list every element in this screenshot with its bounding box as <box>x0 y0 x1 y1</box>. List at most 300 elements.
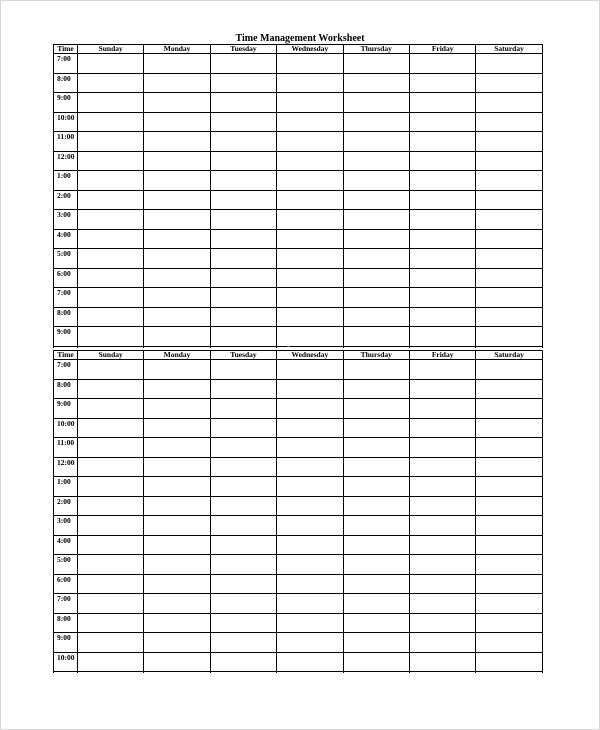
schedule-cell-saturday[interactable] <box>476 151 542 171</box>
schedule-cell-sunday[interactable] <box>78 418 144 438</box>
schedule-cell-wednesday[interactable] <box>277 516 343 536</box>
schedule-cell-monday[interactable] <box>144 93 210 113</box>
schedule-cell-tuesday[interactable] <box>210 132 276 152</box>
schedule-cell-thursday[interactable] <box>343 613 409 633</box>
schedule-cell-monday[interactable] <box>144 360 210 380</box>
schedule-cell-monday[interactable] <box>144 633 210 653</box>
schedule-cell-tuesday[interactable] <box>210 229 276 249</box>
cutoff-row <box>54 672 543 674</box>
schedule-cell-thursday[interactable] <box>343 268 409 288</box>
schedule-cell-sunday[interactable] <box>78 496 144 516</box>
schedule-cell-tuesday[interactable] <box>210 249 276 269</box>
time-row <box>54 229 543 249</box>
schedule-cell-monday[interactable] <box>144 496 210 516</box>
schedule-cell-sunday[interactable] <box>78 555 144 575</box>
schedule-cell-thursday[interactable] <box>343 171 409 191</box>
schedule-cell-saturday[interactable] <box>476 190 542 210</box>
time-row <box>54 93 543 113</box>
schedule-cell-monday[interactable] <box>144 190 210 210</box>
schedule-cell-friday[interactable] <box>409 633 475 653</box>
time-label: 12:00 <box>54 151 78 171</box>
schedule-cell-sunday[interactable] <box>78 112 144 132</box>
schedule-cell-tuesday[interactable] <box>210 535 276 555</box>
time-row <box>54 73 543 93</box>
cutoff-cell <box>78 672 144 674</box>
schedule-cell-friday[interactable] <box>409 477 475 497</box>
schedule-cell-sunday[interactable] <box>78 477 144 497</box>
schedule-cell-wednesday[interactable] <box>277 379 343 399</box>
schedule-cell-sunday[interactable] <box>78 249 144 269</box>
schedule-cell-thursday[interactable] <box>343 190 409 210</box>
schedule-cell-thursday[interactable] <box>343 360 409 380</box>
column-header-monday: Monday <box>144 351 210 360</box>
schedule-cell-monday[interactable] <box>144 652 210 672</box>
time-row <box>54 171 543 191</box>
column-header-wednesday: Wednesday <box>277 45 343 54</box>
schedule-cell-saturday[interactable] <box>476 132 542 152</box>
schedule-cell-monday[interactable] <box>144 399 210 419</box>
time-label: 1:00 <box>54 477 78 497</box>
schedule-cell-monday[interactable] <box>144 516 210 536</box>
schedule-cell-tuesday[interactable] <box>210 210 276 230</box>
schedule-cell-wednesday[interactable] <box>277 190 343 210</box>
schedule-cell-thursday[interactable] <box>343 210 409 230</box>
schedule-cell-thursday[interactable] <box>343 477 409 497</box>
time-row <box>54 151 543 171</box>
time-row <box>54 288 543 308</box>
schedule-cell-saturday[interactable] <box>476 360 542 380</box>
column-header-tuesday: Tuesday <box>210 45 276 54</box>
schedule-cell-saturday[interactable] <box>476 613 542 633</box>
schedule-cell-sunday[interactable] <box>78 399 144 419</box>
schedule-cell-friday[interactable] <box>409 190 475 210</box>
schedule-cell-sunday[interactable] <box>78 288 144 308</box>
schedule-cell-friday[interactable] <box>409 327 475 347</box>
schedule-cell-tuesday[interactable] <box>210 457 276 477</box>
schedule-cell-thursday[interactable] <box>343 633 409 653</box>
schedule-cell-wednesday[interactable] <box>277 93 343 113</box>
schedule-cell-friday[interactable] <box>409 73 475 93</box>
cutoff-cell <box>409 346 475 348</box>
schedule-cell-sunday[interactable] <box>78 360 144 380</box>
cutoff-cell <box>54 346 78 348</box>
schedule-cell-friday[interactable] <box>409 516 475 536</box>
schedule-cell-saturday[interactable] <box>476 535 542 555</box>
schedule-cell-monday[interactable] <box>144 132 210 152</box>
schedule-cell-wednesday[interactable] <box>277 360 343 380</box>
schedule-cell-sunday[interactable] <box>78 574 144 594</box>
cutoff-cell <box>144 346 210 348</box>
time-label: 5:00 <box>54 555 78 575</box>
schedule-cell-monday[interactable] <box>144 249 210 269</box>
schedule-cell-sunday[interactable] <box>78 132 144 152</box>
schedule-cell-monday[interactable] <box>144 438 210 458</box>
schedule-cell-sunday[interactable] <box>78 379 144 399</box>
time-row <box>54 190 543 210</box>
schedule-cell-sunday[interactable] <box>78 171 144 191</box>
time-label: 7:00 <box>54 54 78 74</box>
schedule-cell-monday[interactable] <box>144 594 210 614</box>
schedule-cell-thursday[interactable] <box>343 379 409 399</box>
schedule-cell-monday[interactable] <box>144 418 210 438</box>
time-row <box>54 132 543 152</box>
schedule-cell-monday[interactable] <box>144 555 210 575</box>
schedule-cell-wednesday[interactable] <box>277 327 343 347</box>
schedule-cell-wednesday[interactable] <box>277 633 343 653</box>
column-header-saturday: Saturday <box>476 351 542 360</box>
schedule-cell-monday[interactable] <box>144 54 210 74</box>
schedule-cell-friday[interactable] <box>409 379 475 399</box>
schedule-cell-monday[interactable] <box>144 379 210 399</box>
schedule-cell-friday[interactable] <box>409 613 475 633</box>
schedule-cell-saturday[interactable] <box>476 574 542 594</box>
time-row <box>54 574 543 594</box>
schedule-cell-monday[interactable] <box>144 268 210 288</box>
schedule-cell-wednesday[interactable] <box>277 457 343 477</box>
schedule-cell-wednesday[interactable] <box>277 477 343 497</box>
schedule-cell-thursday[interactable] <box>343 457 409 477</box>
time-label: 7:00 <box>54 360 78 380</box>
schedule-cell-tuesday[interactable] <box>210 268 276 288</box>
schedule-cell-sunday[interactable] <box>78 73 144 93</box>
time-row <box>54 307 543 327</box>
schedule-cell-monday[interactable] <box>144 171 210 191</box>
schedule-cell-wednesday[interactable] <box>277 229 343 249</box>
schedule-cell-sunday[interactable] <box>78 229 144 249</box>
column-header-thursday: Thursday <box>343 45 409 54</box>
cutoff-cell <box>343 672 409 674</box>
cutoff-cell <box>78 346 144 348</box>
schedule-cell-monday[interactable] <box>144 457 210 477</box>
schedule-cell-tuesday[interactable] <box>210 613 276 633</box>
schedule-cell-monday[interactable] <box>144 288 210 308</box>
schedule-cell-thursday[interactable] <box>343 93 409 113</box>
schedule-cell-friday[interactable] <box>409 171 475 191</box>
schedule-cell-thursday[interactable] <box>343 438 409 458</box>
schedule-cell-tuesday[interactable] <box>210 307 276 327</box>
schedule-cell-tuesday[interactable] <box>210 93 276 113</box>
column-header-monday: Monday <box>144 45 210 54</box>
time-row <box>54 555 543 575</box>
time-row <box>54 112 543 132</box>
time-row <box>54 249 543 269</box>
schedule-cell-friday[interactable] <box>409 574 475 594</box>
cutoff-cell <box>343 346 409 348</box>
weekly-schedule-table-1 <box>53 44 543 348</box>
time-row <box>54 268 543 288</box>
schedule-cell-friday[interactable] <box>409 535 475 555</box>
column-header-saturday: Saturday <box>476 45 542 54</box>
schedule-cell-monday[interactable] <box>144 73 210 93</box>
schedule-cell-saturday[interactable] <box>476 496 542 516</box>
schedule-cell-friday[interactable] <box>409 418 475 438</box>
column-header-sunday: Sunday <box>78 45 144 54</box>
schedule-cell-sunday[interactable] <box>78 633 144 653</box>
time-label: 8:00 <box>54 379 78 399</box>
time-label: 6:00 <box>54 268 78 288</box>
time-row <box>54 418 543 438</box>
schedule-cell-tuesday[interactable] <box>210 171 276 191</box>
schedule-cell-tuesday[interactable] <box>210 496 276 516</box>
header-row <box>54 351 543 360</box>
schedule-cell-friday[interactable] <box>409 151 475 171</box>
cutoff-cell <box>210 346 276 348</box>
time-label: 2:00 <box>54 496 78 516</box>
schedule-cell-wednesday[interactable] <box>277 535 343 555</box>
time-label: 9:00 <box>54 93 78 113</box>
schedule-cell-saturday[interactable] <box>476 307 542 327</box>
schedule-cell-tuesday[interactable] <box>210 418 276 438</box>
schedule-cell-monday[interactable] <box>144 613 210 633</box>
time-row <box>54 399 543 419</box>
schedule-cell-saturday[interactable] <box>476 418 542 438</box>
schedule-cell-saturday[interactable] <box>476 477 542 497</box>
time-row <box>54 379 543 399</box>
schedule-cell-sunday[interactable] <box>78 210 144 230</box>
schedule-cell-tuesday[interactable] <box>210 190 276 210</box>
schedule-cell-monday[interactable] <box>144 574 210 594</box>
schedule-cell-tuesday[interactable] <box>210 112 276 132</box>
schedule-cell-saturday[interactable] <box>476 54 542 74</box>
worksheet-title: Time Management Worksheet <box>235 33 365 44</box>
schedule-cell-thursday[interactable] <box>343 54 409 74</box>
schedule-cell-sunday[interactable] <box>78 613 144 633</box>
schedule-cell-wednesday[interactable] <box>277 399 343 419</box>
schedule-cell-monday[interactable] <box>144 535 210 555</box>
time-row <box>54 613 543 633</box>
schedule-cell-tuesday[interactable] <box>210 438 276 458</box>
time-label: 8:00 <box>54 307 78 327</box>
schedule-cell-sunday[interactable] <box>78 327 144 347</box>
schedule-cell-tuesday[interactable] <box>210 633 276 653</box>
schedule-cell-friday[interactable] <box>409 457 475 477</box>
schedule-cell-tuesday[interactable] <box>210 555 276 575</box>
schedule-cell-thursday[interactable] <box>343 249 409 269</box>
schedule-cell-friday[interactable] <box>409 438 475 458</box>
time-label: 8:00 <box>54 73 78 93</box>
schedule-cell-tuesday[interactable] <box>210 73 276 93</box>
schedule-cell-sunday[interactable] <box>78 652 144 672</box>
schedule-cell-friday[interactable] <box>409 496 475 516</box>
schedule-cell-thursday[interactable] <box>343 574 409 594</box>
cutoff-cell <box>277 672 343 674</box>
schedule-cell-friday[interactable] <box>409 112 475 132</box>
schedule-cell-sunday[interactable] <box>78 93 144 113</box>
schedule-cell-thursday[interactable] <box>343 288 409 308</box>
time-label: 7:00 <box>54 594 78 614</box>
time-label: 6:00 <box>54 574 78 594</box>
header-row <box>54 45 543 54</box>
schedule-cell-thursday[interactable] <box>343 151 409 171</box>
schedule-cell-saturday[interactable] <box>476 457 542 477</box>
time-label: 8:00 <box>54 613 78 633</box>
schedule-cell-saturday[interactable] <box>476 652 542 672</box>
schedule-cell-thursday[interactable] <box>343 418 409 438</box>
schedule-cell-wednesday[interactable] <box>277 132 343 152</box>
time-row <box>54 457 543 477</box>
weekly-schedule-table-2 <box>53 350 543 673</box>
schedule-cell-wednesday[interactable] <box>277 73 343 93</box>
cutoff-cell <box>144 672 210 674</box>
schedule-cell-sunday[interactable] <box>78 151 144 171</box>
time-label: 11:00 <box>54 132 78 152</box>
schedule-cell-tuesday[interactable] <box>210 594 276 614</box>
schedule-cell-friday[interactable] <box>409 288 475 308</box>
schedule-cell-thursday[interactable] <box>343 112 409 132</box>
schedule-cell-saturday[interactable] <box>476 633 542 653</box>
time-row <box>54 438 543 458</box>
schedule-cell-saturday[interactable] <box>476 288 542 308</box>
time-row <box>54 477 543 497</box>
schedule-cell-thursday[interactable] <box>343 307 409 327</box>
schedule-cell-tuesday[interactable] <box>210 652 276 672</box>
schedule-cell-saturday[interactable] <box>476 249 542 269</box>
column-header-time: Time <box>54 45 78 54</box>
schedule-cell-wednesday[interactable] <box>277 555 343 575</box>
schedule-cell-tuesday[interactable] <box>210 516 276 536</box>
schedule-cell-thursday[interactable] <box>343 496 409 516</box>
schedule-cell-tuesday[interactable] <box>210 288 276 308</box>
schedule-cell-friday[interactable] <box>409 555 475 575</box>
schedule-cell-saturday[interactable] <box>476 438 542 458</box>
schedule-cell-wednesday[interactable] <box>277 112 343 132</box>
schedule-cell-thursday[interactable] <box>343 327 409 347</box>
time-label: 10:00 <box>54 112 78 132</box>
schedule-cell-saturday[interactable] <box>476 210 542 230</box>
cutoff-cell <box>476 672 542 674</box>
time-row <box>54 327 543 347</box>
time-label: 2:00 <box>54 190 78 210</box>
schedule-cell-monday[interactable] <box>144 151 210 171</box>
schedule-cell-thursday[interactable] <box>343 73 409 93</box>
schedule-cell-wednesday[interactable] <box>277 418 343 438</box>
schedule-cell-thursday[interactable] <box>343 132 409 152</box>
schedule-cell-sunday[interactable] <box>78 190 144 210</box>
column-header-friday: Friday <box>409 351 475 360</box>
schedule-cell-friday[interactable] <box>409 268 475 288</box>
schedule-cell-friday[interactable] <box>409 93 475 113</box>
schedule-cell-sunday[interactable] <box>78 268 144 288</box>
schedule-cell-tuesday[interactable] <box>210 574 276 594</box>
schedule-cell-monday[interactable] <box>144 307 210 327</box>
time-label: 9:00 <box>54 327 78 347</box>
time-row <box>54 496 543 516</box>
schedule-cell-thursday[interactable] <box>343 535 409 555</box>
schedule-cell-friday[interactable] <box>409 249 475 269</box>
schedule-cell-monday[interactable] <box>144 229 210 249</box>
schedule-cell-wednesday[interactable] <box>277 574 343 594</box>
column-header-sunday: Sunday <box>78 351 144 360</box>
schedule-cell-wednesday[interactable] <box>277 613 343 633</box>
schedule-cell-saturday[interactable] <box>476 594 542 614</box>
cutoff-cell <box>476 346 542 348</box>
schedule-cell-saturday[interactable] <box>476 379 542 399</box>
column-header-time: Time <box>54 351 78 360</box>
time-row <box>54 652 543 672</box>
schedule-cell-tuesday[interactable] <box>210 379 276 399</box>
schedule-cell-tuesday[interactable] <box>210 477 276 497</box>
schedule-cell-tuesday[interactable] <box>210 151 276 171</box>
column-header-wednesday: Wednesday <box>277 351 343 360</box>
schedule-cell-saturday[interactable] <box>476 171 542 191</box>
schedule-cell-monday[interactable] <box>144 327 210 347</box>
schedule-cell-friday[interactable] <box>409 360 475 380</box>
schedule-cell-wednesday[interactable] <box>277 594 343 614</box>
schedule-cell-wednesday[interactable] <box>277 268 343 288</box>
schedule-cell-saturday[interactable] <box>476 93 542 113</box>
schedule-cell-wednesday[interactable] <box>277 171 343 191</box>
schedule-cell-monday[interactable] <box>144 477 210 497</box>
schedule-cell-sunday[interactable] <box>78 594 144 614</box>
schedule-cell-saturday[interactable] <box>476 268 542 288</box>
time-label: 11:00 <box>54 438 78 458</box>
time-row <box>54 535 543 555</box>
schedule-cell-friday[interactable] <box>409 307 475 327</box>
time-row <box>54 54 543 74</box>
schedule-cell-saturday[interactable] <box>476 73 542 93</box>
schedule-cell-friday[interactable] <box>409 652 475 672</box>
schedule-cell-tuesday[interactable] <box>210 399 276 419</box>
schedule-cell-thursday[interactable] <box>343 594 409 614</box>
schedule-cell-tuesday[interactable] <box>210 54 276 74</box>
schedule-cell-thursday[interactable] <box>343 229 409 249</box>
schedule-cell-wednesday[interactable] <box>277 210 343 230</box>
schedule-cell-friday[interactable] <box>409 229 475 249</box>
schedule-cell-saturday[interactable] <box>476 516 542 536</box>
time-label: 3:00 <box>54 516 78 536</box>
schedule-cell-sunday[interactable] <box>78 307 144 327</box>
schedule-cell-sunday[interactable] <box>78 516 144 536</box>
schedule-cell-wednesday[interactable] <box>277 249 343 269</box>
schedule-cell-wednesday[interactable] <box>277 307 343 327</box>
schedule-cell-sunday[interactable] <box>78 535 144 555</box>
schedule-cell-thursday[interactable] <box>343 652 409 672</box>
schedule-cell-saturday[interactable] <box>476 327 542 347</box>
schedule-cell-saturday[interactable] <box>476 112 542 132</box>
schedule-cell-sunday[interactable] <box>78 438 144 458</box>
schedule-cell-friday[interactable] <box>409 132 475 152</box>
schedule-cell-thursday[interactable] <box>343 516 409 536</box>
time-label: 5:00 <box>54 249 78 269</box>
column-header-tuesday: Tuesday <box>210 351 276 360</box>
schedule-cell-monday[interactable] <box>144 210 210 230</box>
time-row <box>54 633 543 653</box>
schedule-cell-wednesday[interactable] <box>277 151 343 171</box>
schedule-cell-saturday[interactable] <box>476 229 542 249</box>
column-header-friday: Friday <box>409 45 475 54</box>
schedule-cell-friday[interactable] <box>409 210 475 230</box>
time-row <box>54 594 543 614</box>
cutoff-row <box>54 346 543 348</box>
schedule-cell-thursday[interactable] <box>343 399 409 419</box>
schedule-cell-wednesday[interactable] <box>277 496 343 516</box>
schedule-cell-tuesday[interactable] <box>210 360 276 380</box>
schedule-cell-friday[interactable] <box>409 594 475 614</box>
schedule-cell-friday[interactable] <box>409 399 475 419</box>
schedule-cell-friday[interactable] <box>409 54 475 74</box>
schedule-cell-saturday[interactable] <box>476 555 542 575</box>
schedule-cell-monday[interactable] <box>144 112 210 132</box>
schedule-cell-wednesday[interactable] <box>277 438 343 458</box>
schedule-cell-thursday[interactable] <box>343 555 409 575</box>
schedule-cell-saturday[interactable] <box>476 399 542 419</box>
schedule-cell-wednesday[interactable] <box>277 652 343 672</box>
schedule-cell-sunday[interactable] <box>78 457 144 477</box>
schedule-cell-wednesday[interactable] <box>277 54 343 74</box>
schedule-cell-wednesday[interactable] <box>277 288 343 308</box>
schedule-cell-sunday[interactable] <box>78 54 144 74</box>
schedule-cell-tuesday[interactable] <box>210 327 276 347</box>
